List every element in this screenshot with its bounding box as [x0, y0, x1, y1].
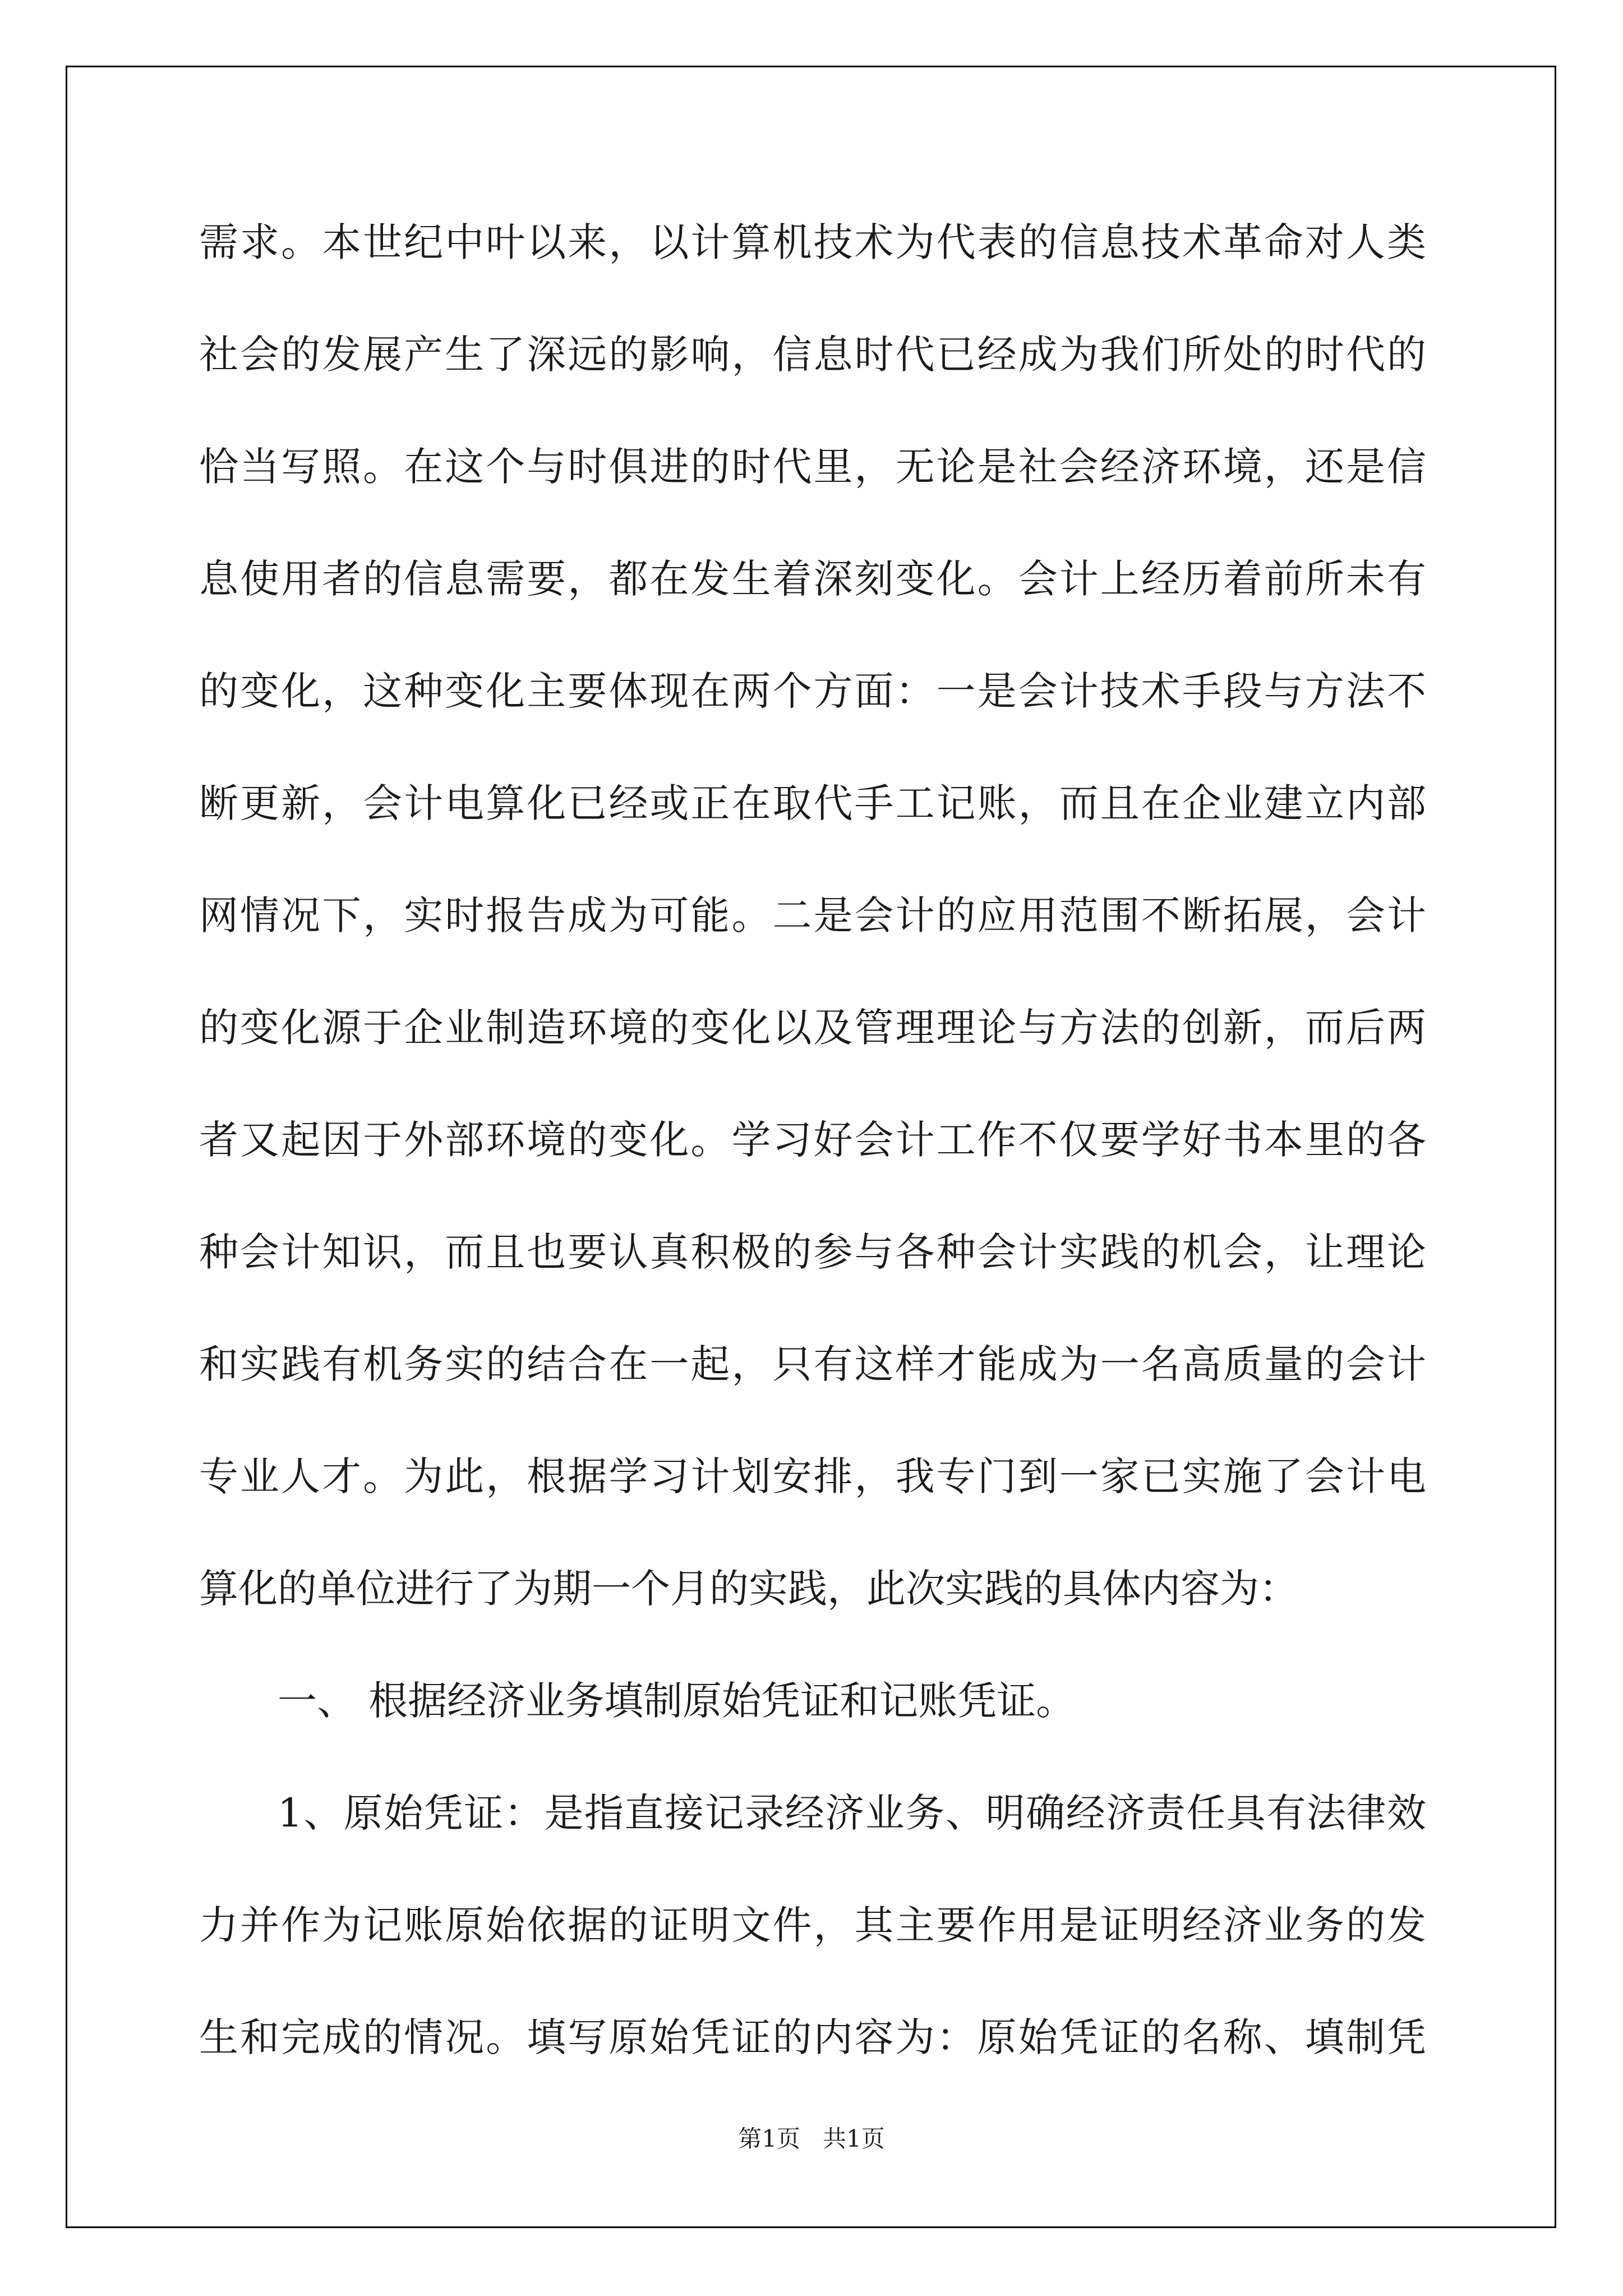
section-heading: 一、 根据经济业务填制原始凭证和记账凭证。 [278, 1678, 1076, 1724]
text-line: 断更新，会计电算化已经或正在取代手工记账，而且在企业建立内部 [199, 780, 1426, 826]
text-line: 算化的单位进行了为期一个月的实践，此次实践的具体内容为： [199, 1566, 1298, 1612]
page-number: 第1页 [738, 2125, 800, 2152]
page-total: 共1页 [823, 2125, 885, 2152]
text-line: 生和完成的情况。填写原始凭证的内容为：原始凭证的名称、填制凭 [199, 2014, 1426, 2060]
text-line: 和实践有机务实的结合在一起，只有这样才能成为一名高质量的会计 [199, 1341, 1426, 1387]
text-line: 息使用者的信息需要，都在发生着深刻变化。会计上经历着前所未有 [199, 556, 1426, 602]
text-line: 力并作为记账原始依据的证明文件，其主要作用是证明经济业务的发 [199, 1902, 1426, 1948]
text-line: 社会的发展产生了深远的影响，信息时代已经成为我们所处的时代的 [199, 332, 1426, 378]
text-line: 者又起因于外部环境的变化。学习好会计工作不仅要学好书本里的各 [199, 1117, 1426, 1163]
text-line: 专业人才。为此，根据学习计划安排，我专门到一家已实施了会计电 [199, 1453, 1426, 1499]
text-line: 1、原始凭证：是指直接记录经济业务、明确经济责任具有法律效 [278, 1790, 1426, 1836]
page-footer [0, 2120, 1623, 2154]
text-line: 的变化，这种变化主要体现在两个方面：一是会计技术手段与方法不 [199, 668, 1426, 714]
text-line: 的变化源于企业制造环境的变化以及管理理论与方法的创新，而后两 [199, 1005, 1426, 1051]
text-line: 网情况下，实时报告成为可能。二是会计的应用范围不断拓展，会计 [199, 892, 1426, 938]
text-line: 恰当写照。在这个与时俱进的时代里，无论是社会经济环境，还是信 [199, 444, 1426, 490]
text-line: 需求。本世纪中叶以来，以计算机技术为代表的信息技术革命对人类 [199, 219, 1426, 265]
text-line: 种会计知识，而且也要认真积极的参与各种会计实践的机会，让理论 [199, 1229, 1426, 1275]
